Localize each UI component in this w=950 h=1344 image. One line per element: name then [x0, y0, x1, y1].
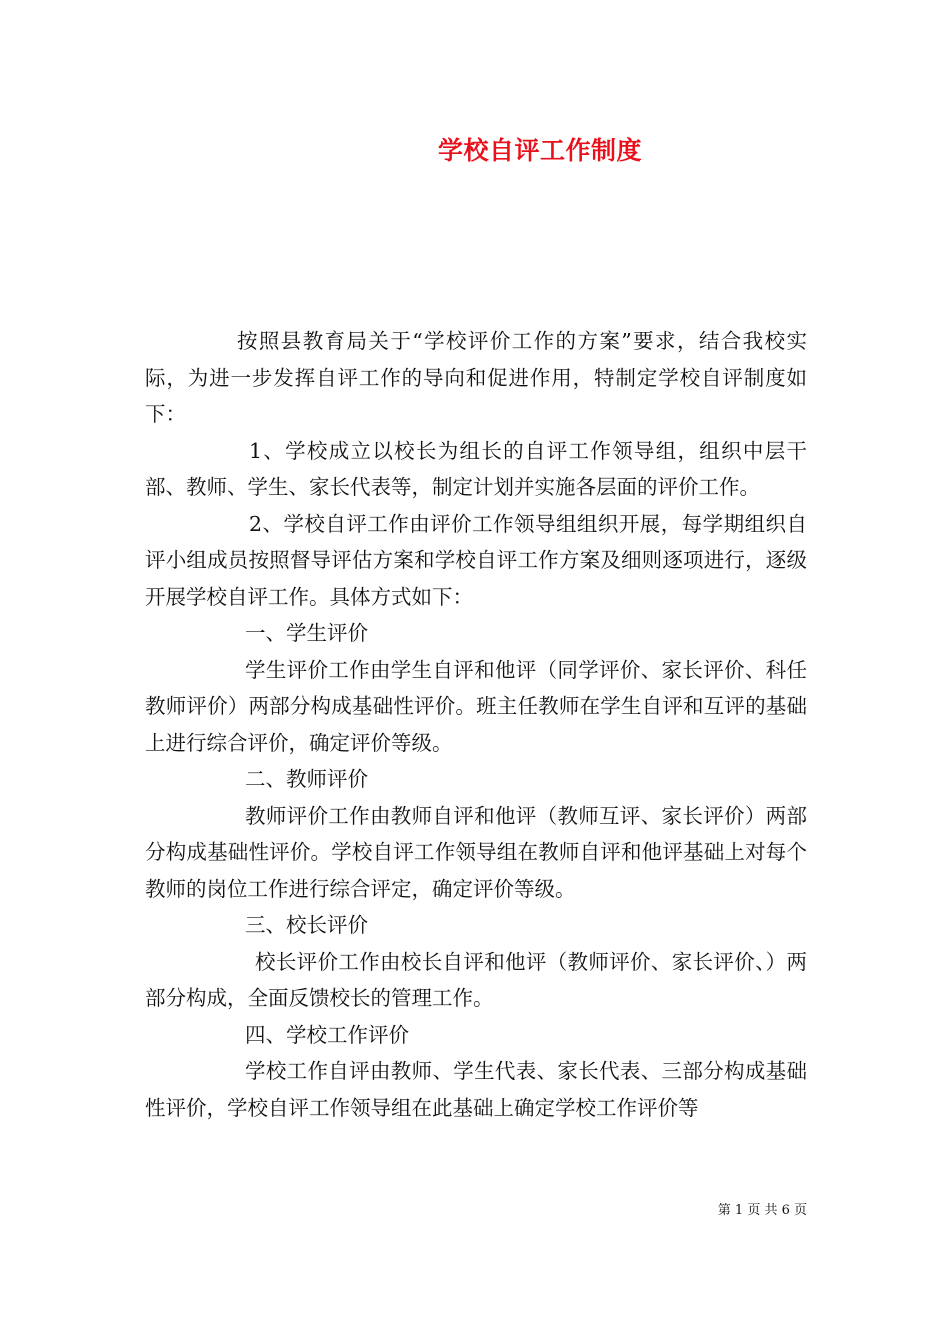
section-heading-teacher: 二、教师评价 [245, 767, 368, 791]
document-title: 学校自评工作制度 [437, 136, 642, 165]
item-1-paragraph: 1、学校成立以校长为组长的自评工作领导组，组织中层干部、教师、学生、家长代表等，制定计划并实施各层面的评价工作。 [145, 438, 807, 499]
principal-evaluation-paragraph: 校长评价工作由校长自评和他评（教师评价、家长评价、）两部分构成，全面反馈校长的管理工作。 [145, 949, 807, 1010]
student-evaluation-paragraph: 学生评价工作由学生自评和他评（同学评价、家长评价、科任教师评价）两部分构成基础性评价。班主任教师在学生自评和互评的基础上进行综合评价，确定评价等级。 [145, 657, 807, 755]
document-body [145, 323, 807, 1126]
section-heading-student: 一、学生评价 [245, 621, 368, 645]
page-number-footer: 第 1 页 共 6 页 [717, 1203, 807, 1218]
item-2-paragraph: 2、学校自评工作由评价工作领导组组织开展，每学期组织自评小组成员按照督导评估方案和学校自评工作方案及细则逐项进行，逐级开展学校自评工作。具体方式如下： [145, 511, 807, 609]
teacher-evaluation-paragraph: 教师评价工作由教师自评和他评（教师互评、家长评价）两部分构成基础性评价。学校自评工作领导组在教师自评和他评基础上对每个教师的岗位工作进行综合评定，确定评价等级。 [145, 803, 807, 901]
section-heading-principal: 三、校长评价 [245, 913, 368, 937]
intro-paragraph: 按照县教育局关于“学校评价工作的方案”要求，结合我校实际，为进一步发挥自评工作的导向和促进作用，特制定学校自评制度如下： [145, 329, 807, 426]
school-evaluation-paragraph: 学校工作自评由教师、学生代表、家长代表、三部分构成基础性评价，学校自评工作领导组在此基础上确定学校工作评价等 [145, 1059, 807, 1120]
section-heading-school: 四、学校工作评价 [245, 1022, 409, 1047]
